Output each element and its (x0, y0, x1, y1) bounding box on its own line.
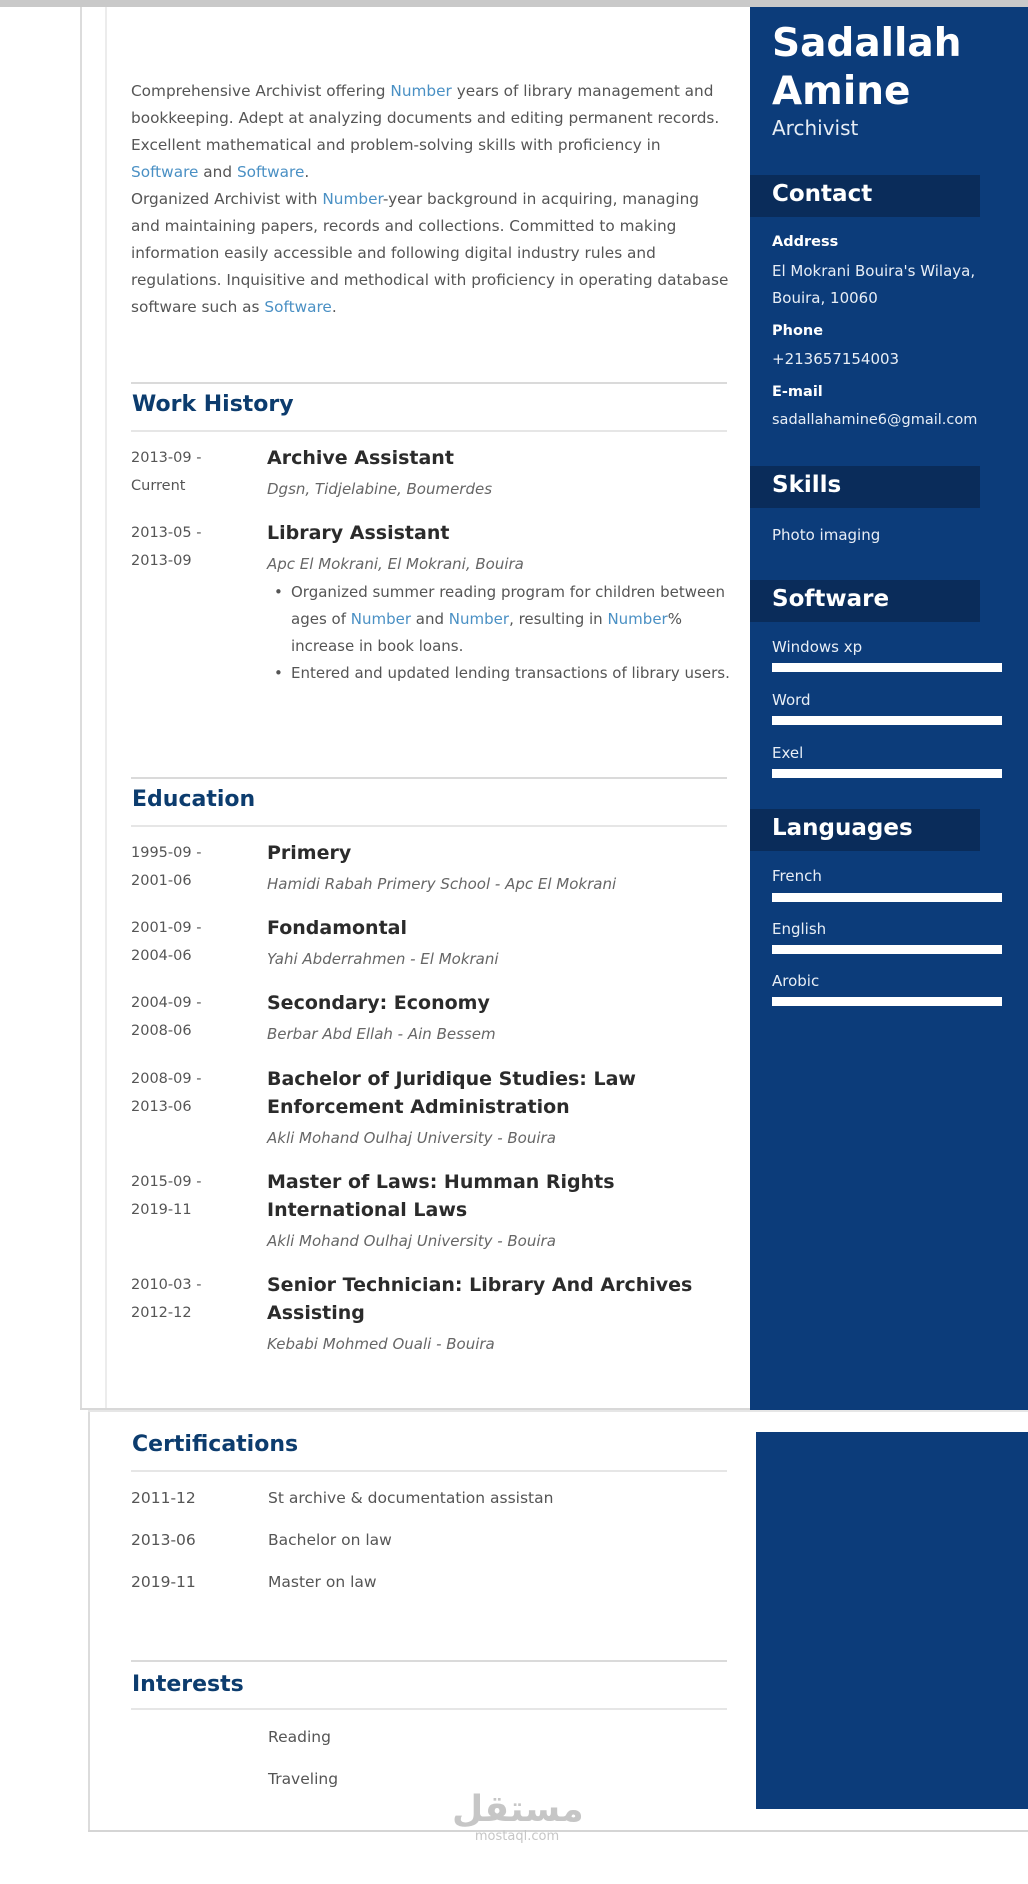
education-dates (131, 839, 251, 895)
date-start: 2013-09 - (131, 450, 202, 466)
address-label: Address (772, 234, 839, 250)
school-name: Akli Mohand Oulhaj University - Bouira (267, 1232, 556, 1250)
bullet-text (291, 664, 730, 682)
job-bullet (267, 579, 731, 660)
text-segment: , resulting in (509, 610, 608, 628)
page-2-top-edge (88, 1410, 1028, 1412)
divider (131, 777, 727, 779)
address-value (772, 258, 1022, 312)
summary-paragraph-2 (131, 186, 731, 321)
degree-title: Secondary: Economy (267, 992, 490, 1014)
mostaql-watermark (452, 1790, 582, 1844)
education-dates (131, 1271, 251, 1327)
language-level-bar (772, 945, 1002, 954)
contact-heading (750, 175, 980, 217)
last-name: Amine (772, 69, 911, 114)
degree-title: Senior Technician: Library And Archives Assisting (267, 1274, 693, 1324)
date-start: 2010-03 - (131, 1277, 202, 1293)
address-line-2: Bouira, 10060 (772, 289, 878, 307)
text-segment: -year background in acquiring, managing and maintaining papers, records and collections. Committed to making information easily accessible and following digital industry rules and regulations. Inquisitive and methodical with proficiency in operating database software such as (131, 190, 729, 316)
placeholder-highlight: Number (322, 190, 383, 208)
page-1-inner-edge (105, 7, 107, 1410)
date-start: 1995-09 - (131, 845, 202, 861)
software-title: Software (772, 586, 890, 612)
school-name: Hamidi Rabah Primery School - Apc El Mokrani (267, 875, 617, 893)
text-segment: . (331, 298, 337, 316)
date-start: 2008-09 - (131, 1071, 202, 1087)
placeholder-highlight: Software (236, 163, 305, 181)
school-name: Akli Mohand Oulhaj University - Bouira (267, 1129, 556, 1147)
software-heading (750, 580, 980, 622)
education-dates (131, 1168, 251, 1224)
bullet-icon: • (274, 583, 283, 601)
degree-title: Bachelor of Juridique Studies: Law Enforcement Administration (267, 1068, 636, 1118)
language-name: Arobic (772, 972, 820, 990)
placeholder-highlight: Software (131, 163, 199, 181)
school-name: Berbar Abd Ellah - Ain Bessem (267, 1025, 496, 1043)
degree-title: Master of Laws: Humman Rights International Laws (267, 1171, 615, 1221)
certification-date: 2013-06 (131, 1531, 196, 1549)
job-dates (131, 444, 251, 500)
work-history-title: Work History (132, 392, 294, 417)
certification-date: 2019-11 (131, 1573, 196, 1591)
software-name: Word (772, 691, 811, 709)
certification-title: St archive & documentation assistan (268, 1489, 554, 1507)
date-end: 2013-09 (131, 553, 192, 569)
first-name: Sadallah (772, 21, 962, 66)
text-segment: . (304, 163, 310, 181)
bullet-icon: • (274, 664, 283, 682)
job-employer: Apc El Mokrani, El Mokrani, Bouira (267, 555, 524, 573)
placeholder-highlight: Number (350, 610, 412, 628)
divider (131, 382, 727, 384)
software-level-bar (772, 769, 1002, 778)
placeholder-highlight: Software (264, 298, 332, 316)
phone-value: +213657154003 (772, 350, 900, 368)
sidebar-page-2 (756, 1432, 1028, 1809)
job-dates (131, 519, 251, 575)
date-end: 2001-06 (131, 873, 192, 889)
skills-title: Skills (772, 472, 842, 498)
interest-text: Traveling (268, 1770, 339, 1788)
date-end: 2012-12 (131, 1305, 192, 1321)
certification-date: 2011-12 (131, 1489, 196, 1507)
text-segment: Organized summer reading program for children between ages of (291, 583, 725, 628)
school-name: Yahi Abderrahmen - El Mokrani (267, 950, 499, 968)
language-level-bar (772, 997, 1002, 1006)
date-end: 2019-11 (131, 1202, 192, 1218)
text-segment: and (198, 163, 237, 181)
date-end: 2004-06 (131, 948, 192, 964)
watermark-arabic: مستقل (452, 1789, 584, 1830)
software-level-bar (772, 716, 1002, 725)
language-name: English (772, 920, 827, 938)
bullet-text (291, 583, 725, 655)
education-dates (131, 914, 251, 970)
date-start: 2001-09 - (131, 920, 202, 936)
divider (131, 1660, 727, 1662)
language-level-bar (772, 893, 1002, 902)
software-level-bar (772, 663, 1002, 672)
interests-title: Interests (132, 1672, 244, 1697)
education-dates (131, 989, 251, 1045)
school-name: Kebabi Mohmed Ouali - Bouira (267, 1335, 495, 1353)
language-name: French (772, 867, 822, 885)
date-end: Current (131, 478, 186, 494)
contact-title: Contact (772, 181, 873, 207)
address-line-1: El Mokrani Bouira's Wilaya, (772, 262, 976, 280)
candidate-name (772, 20, 1022, 116)
text-segment: % increase in book loans. (291, 610, 682, 655)
job-bullets (267, 579, 731, 687)
software-name: Windows xp (772, 638, 863, 656)
job-employer: Dgsn, Tidjelabine, Boumerdes (267, 480, 493, 498)
certification-title: Bachelor on law (268, 1531, 392, 1549)
summary-paragraph-1 (131, 78, 731, 186)
date-start: 2013-05 - (131, 525, 202, 541)
certifications-title: Certifications (132, 1432, 299, 1457)
text-segment: years of library management and bookkeeping. Adept at analyzing documents and editing permanent records. Excellent mathematical and problem-solving skills with proficiency in (131, 82, 720, 154)
job-title: Library Assistant (267, 522, 450, 544)
placeholder-highlight: Number (390, 82, 452, 100)
text-segment: Organized Archivist with (131, 190, 323, 208)
certification-title: Master on law (268, 1573, 377, 1591)
candidate-title: Archivist (772, 116, 859, 140)
placeholder-highlight: Number (607, 610, 668, 628)
degree-title: Primery (267, 842, 352, 864)
date-end: 2008-06 (131, 1023, 192, 1039)
email-value: sadallahamine6@gmail.com (772, 412, 978, 428)
placeholder-highlight: Number (448, 610, 510, 628)
skill-item: Photo imaging (772, 526, 881, 544)
languages-title: Languages (772, 815, 913, 841)
education-title: Education (132, 787, 256, 812)
degree-title: Fondamontal (267, 917, 408, 939)
top-scrollbar-strip (0, 0, 1028, 7)
date-start: 2015-09 - (131, 1174, 202, 1190)
divider (131, 1470, 727, 1472)
text-segment: Entered and updated lending transactions of library users. (291, 664, 730, 682)
watermark-latin: mostaql.com (474, 1829, 560, 1844)
software-name: Exel (772, 744, 804, 762)
text-segment: and (411, 610, 449, 628)
skills-heading (750, 466, 980, 508)
job-bullet (267, 660, 731, 687)
phone-label: Phone (772, 323, 824, 339)
email-label: E-mail (772, 384, 823, 400)
divider (131, 1708, 727, 1710)
education-dates (131, 1065, 251, 1121)
interest-text: Reading (268, 1728, 331, 1746)
professional-summary (131, 78, 731, 321)
divider (131, 825, 727, 827)
date-start: 2004-09 - (131, 995, 202, 1011)
text-segment: Comprehensive Archivist offering (131, 82, 391, 100)
languages-heading (750, 809, 980, 851)
divider (131, 430, 727, 432)
job-title: Archive Assistant (267, 447, 454, 469)
date-end: 2013-06 (131, 1099, 192, 1115)
